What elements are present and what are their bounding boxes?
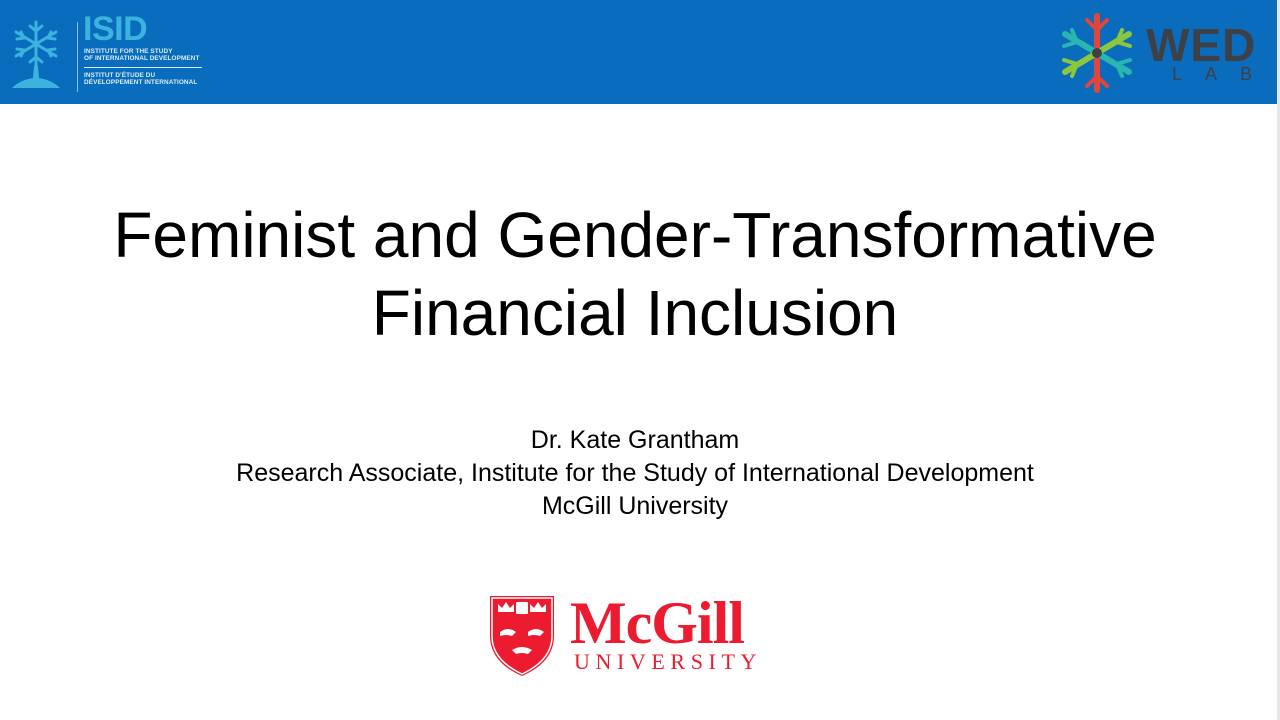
isid-separator <box>84 67 202 68</box>
author-name: Dr. Kate Grantham <box>530 426 740 454</box>
author-block <box>0 424 1270 523</box>
wed-lab-subtitle: LAB <box>1172 64 1276 84</box>
mcgill-wordmark: McGill <box>570 590 744 656</box>
mcgill-university-subtitle: UNIVERSITY <box>574 649 762 674</box>
isid-line-4: DÉVELOPPEMENT INTERNATIONAL <box>84 79 198 86</box>
isid-line-2: OF INTERNATIONAL DEVELOPMENT <box>84 55 200 62</box>
wed-lab-logo <box>1052 8 1276 98</box>
mcgill-crest-icon <box>486 592 558 678</box>
isid-acronym: ISID <box>83 10 148 48</box>
isid-logo <box>8 10 238 90</box>
isid-divider <box>77 22 78 92</box>
wed-wordmark: WED <box>1146 19 1257 71</box>
title-line-2: Financial Inclusion <box>371 277 899 349</box>
slide-title <box>0 196 1270 352</box>
author-role: Research Associate, Institute for the Study of International Development <box>236 459 1034 487</box>
snowflake-tree-icon <box>8 16 64 90</box>
header-bar <box>0 0 1280 104</box>
author-affiliation: McGill University <box>541 492 729 520</box>
isid-line-3: INSTITUT D'ÉTUDE DU <box>84 72 156 79</box>
title-line-1: Feminist and Gender-Transformative <box>113 199 1157 271</box>
multicolor-snowflake-icon <box>1052 8 1142 98</box>
mcgill-logo <box>486 592 782 678</box>
isid-line-1: INSTITUTE FOR THE STUDY <box>84 48 173 55</box>
